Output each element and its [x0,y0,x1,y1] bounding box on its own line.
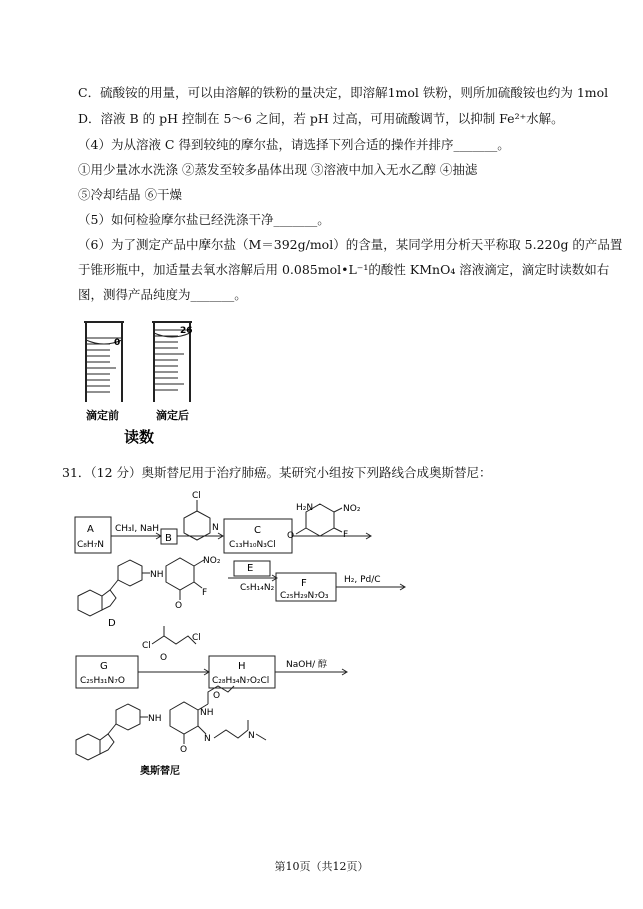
atom-o-product: O [180,745,188,755]
aryl-ring-product [170,702,198,734]
indole-pyrrole-product [100,734,114,754]
atom-nh-product-2: NH [200,708,214,718]
atom-nh-product-1: NH [148,714,162,724]
label-e: E [247,563,254,574]
atom-nh-d: NH [150,570,164,580]
reagent-1: CH₃I, NaH [115,524,160,534]
indole-benzene-d [78,590,102,616]
atom-o-top: O [287,531,295,541]
question-31-text: 31．（12 分）奥斯替尼用于治疗肺癌。某研究小组按下列路线合成奥斯替尼： [62,465,492,480]
atom-cl-acyl: Cl [142,641,151,651]
formula-g: C₂₅H₃₁N₇O [80,676,125,686]
question-6-line-2: 于锥形瓶中，加适量去氧水溶解后用 0.085mol•L⁻¹的酸性 KMnO₄ 溶液滴定，滴定时读数如右 [78,262,610,277]
formula-a: C₈H₇N [77,540,104,550]
label-f: F [301,578,307,589]
burette-caption: 读数 [124,428,155,446]
atom-cl-top: Cl [192,491,201,501]
label-b: B [165,533,172,544]
label-a: A [87,524,94,535]
atom-o-acyl: O [160,653,168,663]
atom-o-amide: O [213,691,221,701]
atom-h2n: H₂N [296,503,314,513]
formula-e: C₅H₁₄N₂ [240,583,275,593]
diamine-chain [214,730,248,738]
aryl-ring-d [166,558,194,590]
atom-cl-alkyl: Cl [192,633,201,643]
burette-before-label: 滴定前 [86,409,119,422]
atom-n-b: N [212,523,219,533]
atom-f-top: F [343,530,349,540]
question-5-text: （5）如何检验摩尔盐已经洗涤干净_______。 [78,212,330,227]
indole-benzene-product [76,734,100,760]
operations-line-2: ⑤冷却结晶 ⑥干燥 [78,187,182,202]
burette-after-reading: 26 [180,326,193,336]
burette-after-label: 滴定后 [156,409,189,422]
question-4-text: （4）为从溶液 C 得到较纯的摩尔盐，请选择下列合适的操作并排序_______。 [78,137,510,152]
atom-no2-top: NO₂ [343,504,361,514]
atom-no2-d: NO₂ [203,556,221,566]
question-6-line-3: 图，测得产品纯度为_______。 [78,287,247,302]
operations-line-1: ①用少量冰水洗涤 ②蒸发至较多晶体出现 ③溶液中加入无水乙醇 ④抽滤 [78,162,478,177]
atom-n-dimethyl: N [248,731,255,741]
reagent-hpd: H₂, Pd/C [344,575,381,585]
option-d-text: D．溶液 B 的 pH 控制在 5～6 之间，若 pH 过高，可用硫酸调节，以抑制 Fe²⁺水解。 [78,111,564,126]
indole-pyrrole-d [102,590,116,610]
atom-n-chain: N [204,734,211,744]
page-footer: 第10页（共12页） [274,860,369,873]
atom-o-d: O [175,601,183,611]
pyrimidine-product [116,704,140,730]
product-name: 奥斯替尼 [140,766,180,777]
label-h: H [238,661,246,672]
question-6-line-1: （6）为了测定产品中摩尔盐（M＝392g/mol）的含量，某同学用分析天平称取 5.220g 的产品置 [78,237,623,252]
reagent-naoh: NaOH/ 醇 [286,660,327,670]
label-c: C [254,525,261,536]
label-g: G [100,661,108,672]
option-c-text: C．硫酸铵的用量，可以由溶解的铁粉的量决定，即溶解1mol 铁粉，则所加硫酸铵也约为 1mol [78,85,609,100]
formula-h: C₂₈H₃₄N₇O₂Cl [212,676,270,686]
pyrimidine-d [118,560,142,586]
chloropropionyl-chloride [152,636,196,644]
label-d: D [108,618,116,629]
formula-f: C₂₅H₂₉N₇O₃ [280,591,329,601]
formula-c: C₁₃H₁₀N₃Cl [229,540,276,550]
atom-f-d: F [202,588,208,598]
acrylamide [208,686,234,704]
burette-before-reading: 0 [114,338,121,348]
